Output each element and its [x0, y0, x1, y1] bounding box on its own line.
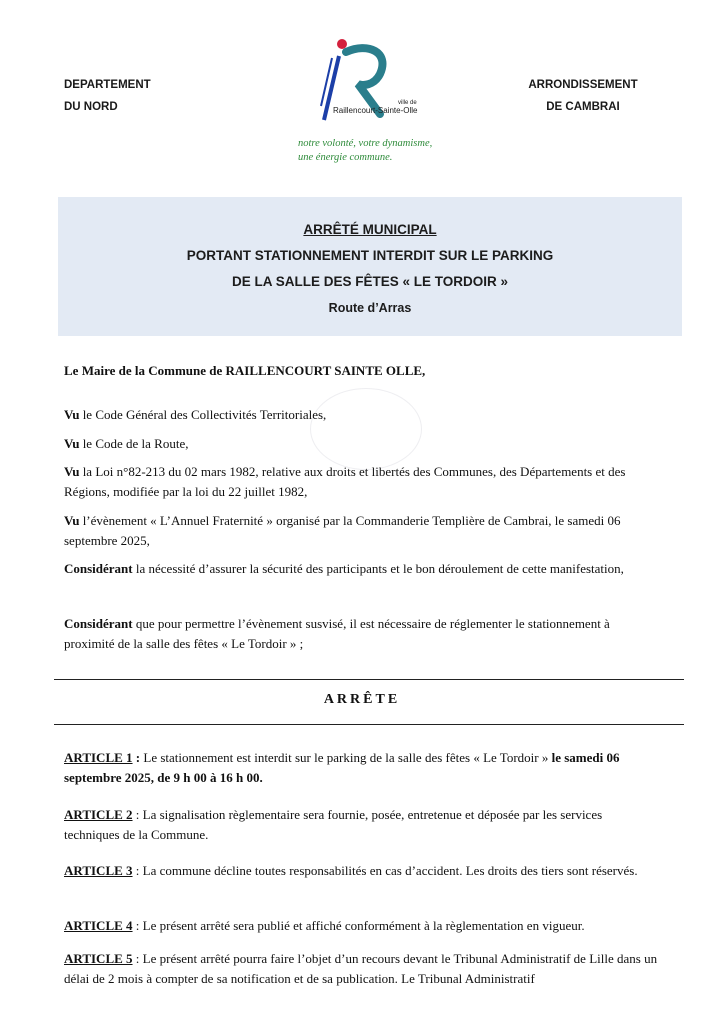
title-line3: DE LA SALLE DES FÊTES « LE TORDOIR »	[231, 274, 509, 289]
divider-top	[54, 679, 684, 680]
arrondissement-line2: DE CAMBRAI	[546, 101, 620, 113]
vu-paragraph-1	[64, 405, 660, 425]
article-label: ARTICLE 5	[64, 951, 133, 966]
article-text: Le présent arrêté pourra faire l’objet d’un recours devant le Tribunal Administratif de Lille dans un délai de 2 mois à compter de sa notification et de sa publication. Le Tribunal Administratif	[64, 951, 658, 986]
vu-lead: Vu	[64, 513, 80, 528]
title-line2: PORTANT STATIONNEMENT INTERDIT SUR LE PARKING	[186, 248, 554, 263]
divider-bottom	[54, 724, 684, 725]
arrondissement-block	[528, 74, 638, 118]
considerant-lead: Considérant	[64, 561, 133, 576]
article-label: ARTICLE 2	[64, 807, 133, 822]
article-sep: :	[132, 918, 143, 933]
article-text: La signalisation règlementaire sera fournie, posée, entretenue et déposée par les services techniques de la Commune.	[64, 807, 603, 842]
title-box	[58, 197, 682, 336]
considerant-text: la nécessité d’assurer la sécurité des participants et le bon déroulement de cette manifestation,	[132, 561, 624, 576]
article-sep: :	[132, 807, 143, 822]
motto-line2: une énergie commune.	[298, 152, 393, 163]
title-line1: ARRÊTÉ MUNICIPAL	[303, 222, 437, 237]
article-sep: :	[132, 750, 144, 765]
arrete-heading: ARRÊTE	[323, 692, 401, 707]
article-3	[64, 861, 660, 881]
mayor-line	[64, 361, 660, 381]
considerant-lead: Considérant	[64, 616, 133, 631]
vu-text: le Code Général des Collectivités Territoriales,	[79, 407, 327, 422]
article-label: ARTICLE 1	[64, 750, 133, 765]
logo-dot	[337, 39, 347, 49]
article-text: Le stationnement est interdit sur le parking de la salle des fêtes « Le Tordoir »	[143, 750, 552, 765]
article-label: ARTICLE 3	[64, 863, 133, 878]
vu-lead: Vu	[64, 436, 80, 451]
considerant-paragraph-1	[64, 559, 660, 579]
article-text: La commune décline toutes responsabilités en cas d’accident. Les droits des tiers sont réservés.	[142, 863, 638, 878]
title-line4: Route d’Arras	[328, 301, 412, 315]
department-line2: DU NORD	[64, 101, 118, 113]
municipal-seal-stamp	[310, 388, 422, 470]
town-motto	[298, 137, 432, 165]
vu-paragraph-2	[64, 434, 660, 454]
vu-lead: Vu	[64, 407, 80, 422]
vu-lead: Vu	[64, 464, 80, 479]
department-block	[64, 74, 151, 118]
arrondissement-line1: ARRONDISSEMENT	[528, 79, 638, 91]
article-text: Le présent arrêté sera publié et affiché conformément à la règlementation en vigueur.	[142, 918, 585, 933]
article-bold-text: le samedi 06 septembre 2025, de 9 h 00 à 16 h 00.	[64, 750, 620, 785]
vu-paragraph-3	[64, 462, 660, 502]
logo-town-name: Raillencourt-Sainte-Olle	[333, 106, 418, 115]
article-5	[64, 949, 660, 989]
considerant-text: que pour permettre l’évènement susvisé, il est nécessaire de réglementer le stationnement à proximité de la salle des fêtes « Le Tordoir » ;	[64, 616, 610, 651]
article-2	[64, 805, 660, 845]
vu-text: la Loi n°82-213 du 02 mars 1982, relative aux droits et libertés des Communes, des Départements et des Régions, modifiée par la loi du 22 juillet 1982,	[64, 464, 626, 499]
mayor-text: Le Maire de la Commune de RAILLENCOURT SAINTE OLLE,	[64, 363, 426, 378]
article-4	[64, 916, 660, 936]
article-sep: :	[132, 863, 143, 878]
considerant-paragraph-2	[64, 614, 660, 654]
article-sep: :	[132, 951, 143, 966]
article-label: ARTICLE 4	[64, 918, 133, 933]
vu-text: le Code de la Route,	[79, 436, 189, 451]
article-1	[64, 748, 660, 788]
decree-title	[58, 217, 682, 321]
logo-r-shape	[346, 48, 382, 114]
department-line1: DEPARTEMENT	[64, 79, 151, 91]
motto-line1: notre volonté, votre dynamisme,	[298, 138, 433, 149]
vu-text: l’évènement « L’Annuel Fraternité » organisé par la Commanderie Templière de Cambrai, le samedi 06 septembre 2025,	[64, 513, 621, 548]
vu-paragraph-4	[64, 511, 660, 551]
logo-ville-de: ville de	[398, 100, 417, 106]
